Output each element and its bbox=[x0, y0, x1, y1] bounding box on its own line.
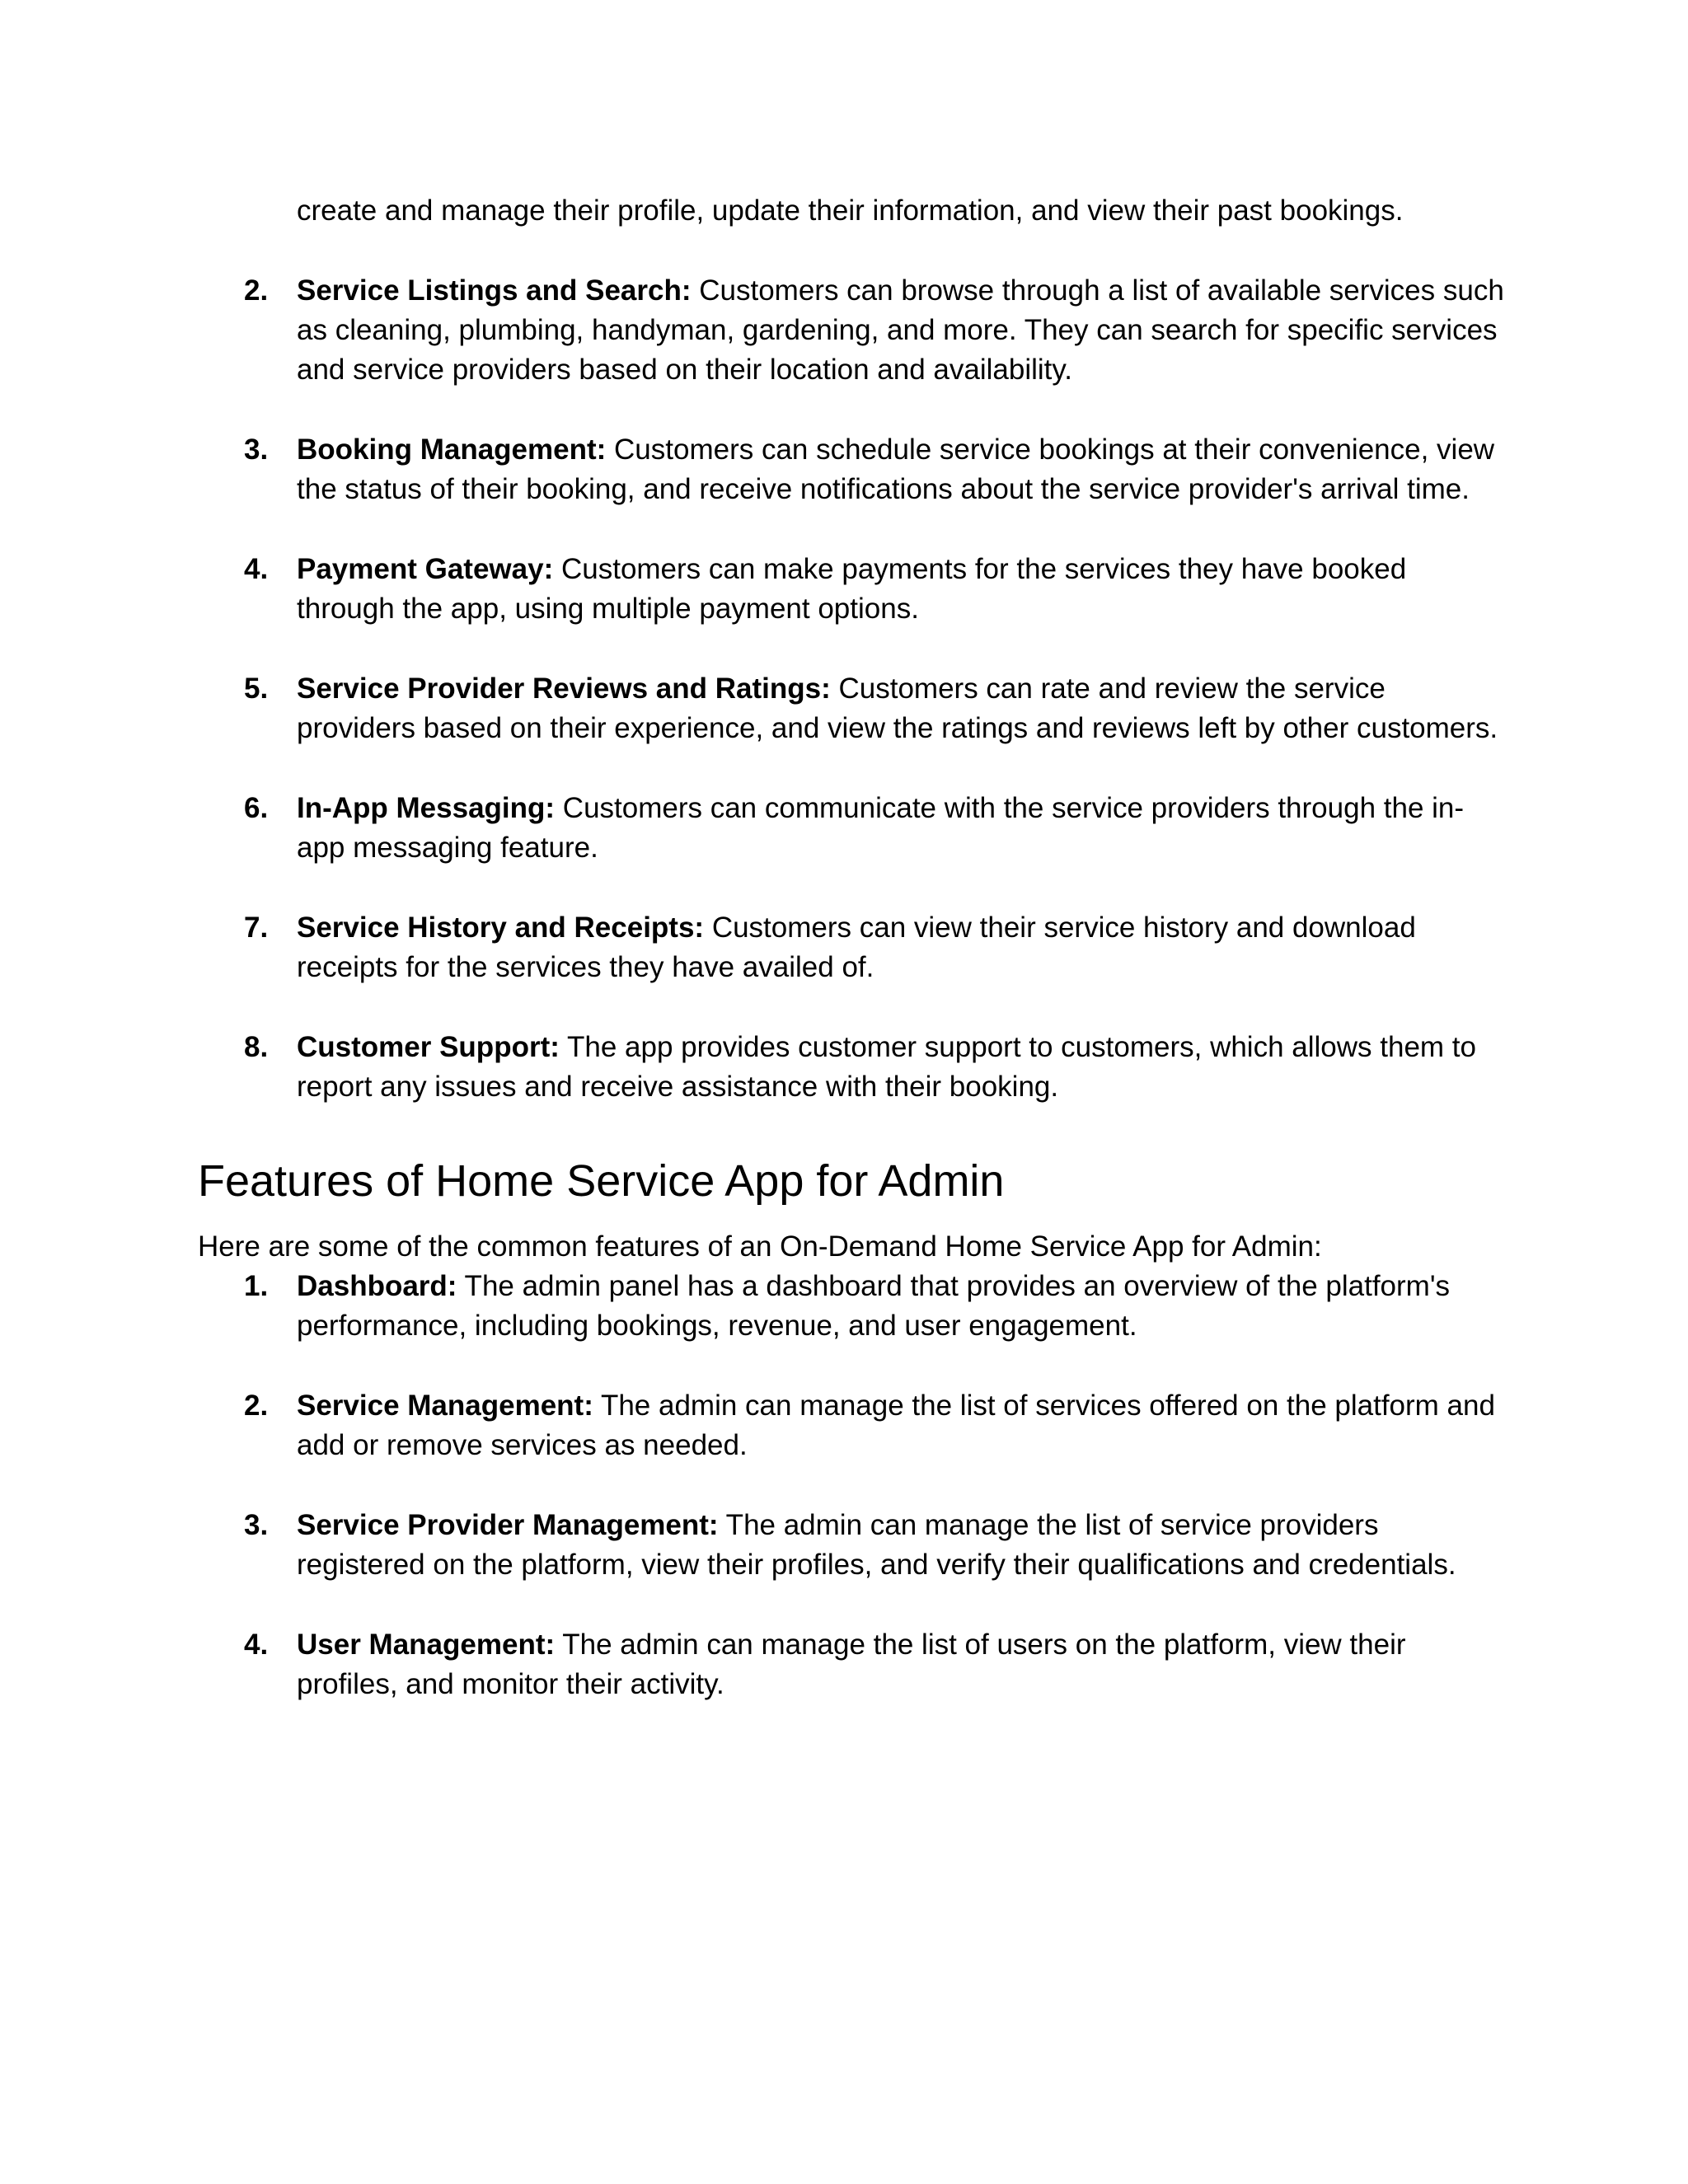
list-item-lead: Payment Gateway: bbox=[297, 553, 554, 585]
list-item bbox=[198, 1267, 1508, 1346]
list-item-text: The admin can manage the list of services offered on the platform and add or remove services as needed. bbox=[297, 1390, 1495, 1461]
list-item-text: The admin can manage the list of service providers registered on the platform, view their profiles, and verify their qualifications and credentials. bbox=[297, 1509, 1456, 1581]
list-item-number: 2. bbox=[244, 274, 269, 307]
section-heading: Features of Home Service App for Admin bbox=[198, 1156, 1005, 1206]
list-item-lead: Service Provider Management: bbox=[297, 1509, 719, 1541]
list-item-lead: In-App Messaging: bbox=[297, 792, 556, 824]
list-item-number: 6. bbox=[244, 792, 269, 824]
list-item-text: Customers can schedule service bookings at their convenience, view the status of their booking, and receive notifications about the service provider's arrival time. bbox=[297, 434, 1495, 505]
list-item bbox=[198, 789, 1508, 868]
list-item-number: 1. bbox=[244, 1270, 269, 1302]
list-item-number: 3. bbox=[244, 1509, 269, 1541]
list-item-number: 8. bbox=[244, 1031, 269, 1063]
list-item-lead: Service Listings and Search: bbox=[297, 274, 692, 307]
list-item-lead: Dashboard: bbox=[297, 1270, 457, 1302]
admin-features-list bbox=[198, 1267, 1508, 1704]
list-item-text: The admin can manage the list of users on the platform, view their profiles, and monitor their activity. bbox=[297, 1629, 1406, 1700]
customer-features-list bbox=[198, 271, 1508, 1107]
list-item-lead: Customer Support: bbox=[297, 1031, 560, 1063]
list-item-number: 5. bbox=[244, 673, 269, 705]
continued-list-text: create and manage their profile, update their information, and view their past bookings. bbox=[297, 194, 1404, 227]
list-item bbox=[198, 271, 1508, 390]
list-item-number: 2. bbox=[244, 1390, 269, 1422]
list-item-text: Customers can view their service history and download receipts for the services they have availed of. bbox=[297, 912, 1416, 983]
list-item-lead: Booking Management: bbox=[297, 434, 607, 466]
list-item bbox=[198, 1506, 1508, 1585]
list-item-number: 3. bbox=[244, 434, 269, 466]
list-item-number: 7. bbox=[244, 912, 269, 944]
list-item-text: Customers can rate and review the service providers based on their experience, and view the ratings and reviews left by other customers. bbox=[297, 673, 1498, 744]
list-item-text: Customers can make payments for the services they have booked through the app, using multiple payment options. bbox=[297, 553, 1407, 625]
list-item bbox=[198, 1625, 1508, 1704]
list-item-text: Customers can browse through a list of available services such as cleaning, plumbing, handyman, gardening, and more. They can search for specific services and service providers based on their location and availability. bbox=[297, 274, 1504, 386]
list-item-text: Customers can communicate with the service providers through the in-app messaging feature. bbox=[297, 792, 1465, 864]
list-item-text: The app provides customer support to customers, which allows them to report any issues and receive assistance with their booking. bbox=[297, 1031, 1476, 1103]
list-item-lead: User Management: bbox=[297, 1629, 556, 1661]
list-item bbox=[198, 1386, 1508, 1465]
page-content bbox=[198, 191, 1508, 1704]
list-item bbox=[198, 1028, 1508, 1107]
list-item bbox=[198, 550, 1508, 629]
list-item bbox=[198, 908, 1508, 987]
list-item-number: 4. bbox=[244, 1629, 269, 1661]
list-item-text: The admin panel has a dashboard that provides an overview of the platform's performance, including bookings, revenue, and user engagement. bbox=[297, 1270, 1450, 1342]
list-item bbox=[198, 430, 1508, 509]
section-intro: Here are some of the common features of an On-Demand Home Service App for Admin: bbox=[198, 1230, 1322, 1263]
list-item-lead: Service History and Receipts: bbox=[297, 912, 705, 944]
list-item bbox=[198, 669, 1508, 748]
list-item-lead: Service Provider Reviews and Ratings: bbox=[297, 673, 831, 705]
list-item-lead: Service Management: bbox=[297, 1390, 593, 1422]
list-item-number: 4. bbox=[244, 553, 269, 585]
